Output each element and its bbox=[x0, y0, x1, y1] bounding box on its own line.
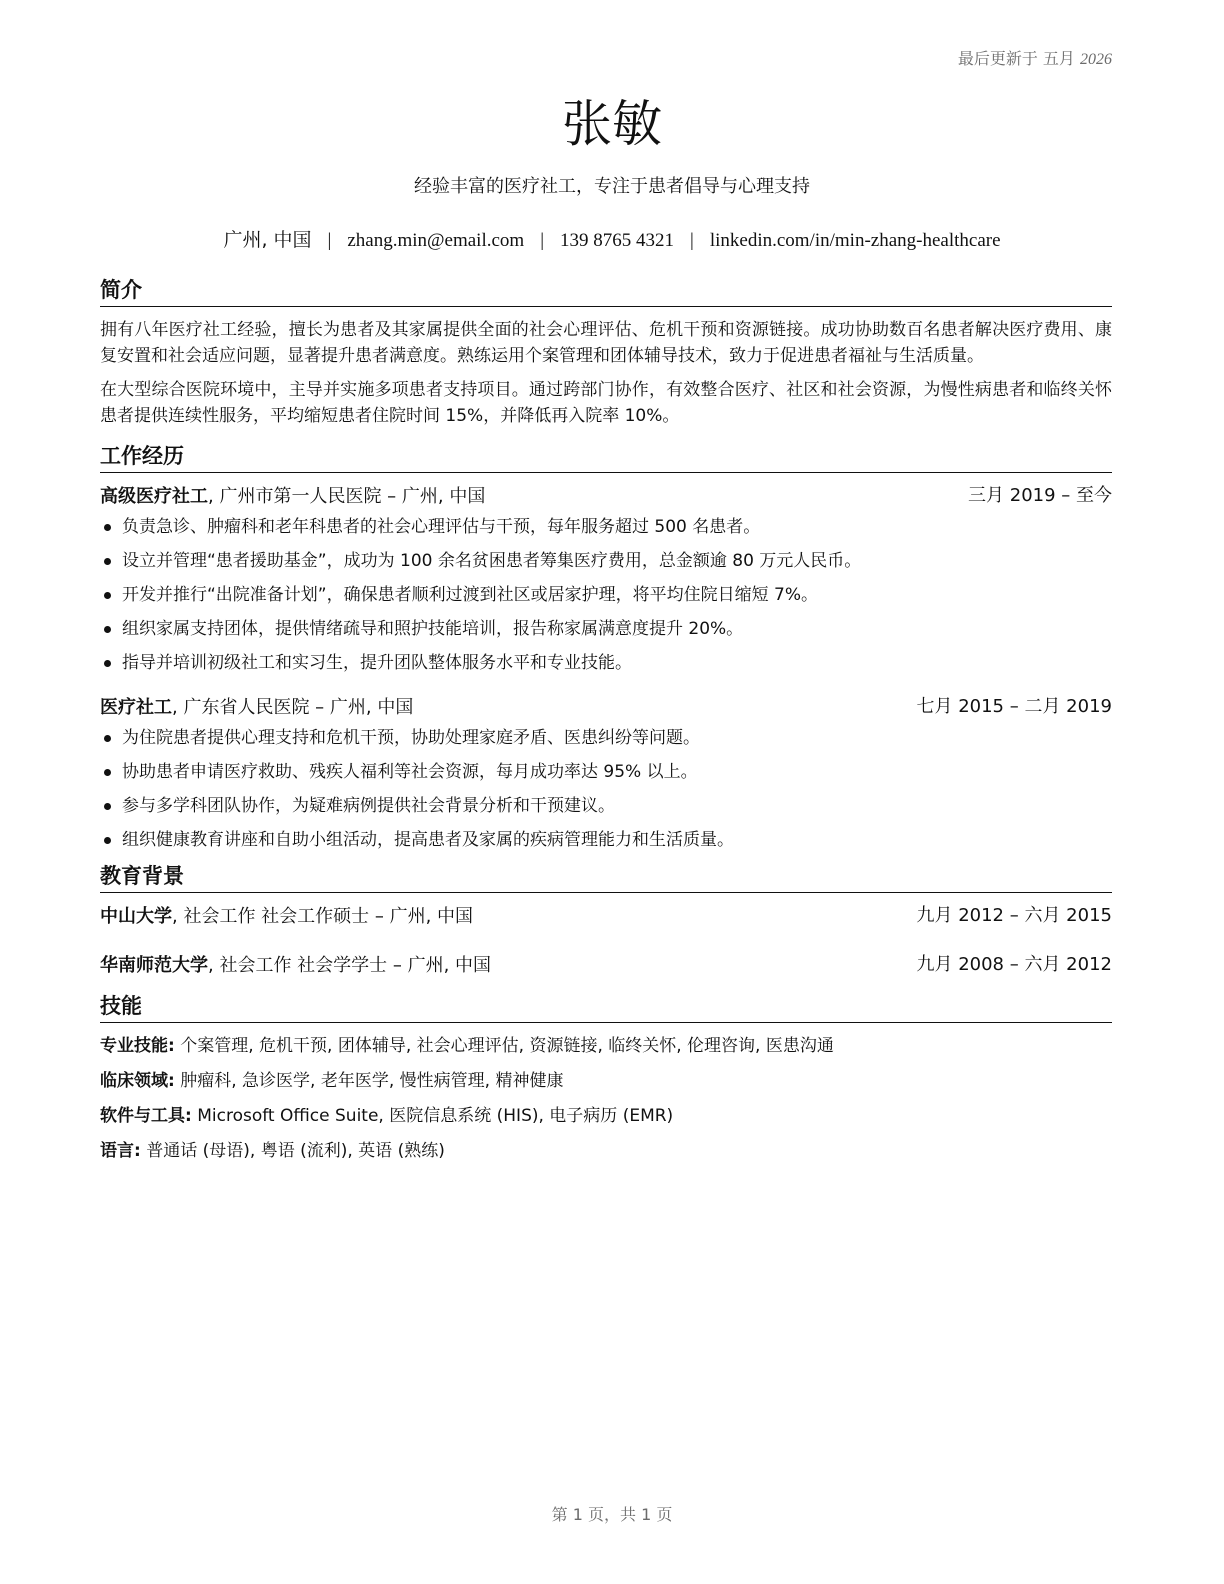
skill-label: 软件与工具: bbox=[100, 1106, 192, 1126]
bullet-icon bbox=[104, 837, 111, 844]
bullet-icon bbox=[104, 592, 111, 599]
contact-location: 广州, 中国 bbox=[223, 229, 312, 251]
job-entry bbox=[100, 483, 1112, 676]
contact-linkedin[interactable]: linkedin.com/in/min-zhang-healthcare bbox=[709, 230, 1001, 251]
education-date: 九月 2008 – 六月 2012 bbox=[916, 954, 1112, 975]
last-updated bbox=[958, 46, 1112, 69]
job-header bbox=[100, 694, 1112, 721]
summary-paragraph: 在大型综合医院环境中，主导并实施多项患者支持项目。通过跨部门协作，有效整合医疗、社区和社会资源，为慢性病患者和临终关怀患者提供连续性服务，平均缩短患者住院时间 15%，并降低再入院率 10%。 bbox=[100, 380, 1112, 426]
bullet-icon bbox=[104, 803, 111, 810]
section-title-summary: 简介 bbox=[100, 277, 1112, 307]
contact-phone: 139 8765 4321 bbox=[560, 230, 675, 251]
last-updated-year: 2026 bbox=[1080, 51, 1112, 68]
education-entry bbox=[100, 903, 1112, 930]
job-bullet-text: 为住院患者提供心理支持和危机干预，协助处理家庭矛盾、医患纠纷等问题。 bbox=[122, 728, 700, 748]
section-title-education: 教育背景 bbox=[100, 863, 1112, 893]
job-entry bbox=[100, 694, 1112, 853]
bullet-icon bbox=[104, 626, 111, 633]
job-bullet bbox=[100, 616, 1112, 642]
job-bullet bbox=[100, 759, 1112, 785]
skill-label: 语言: bbox=[100, 1141, 141, 1161]
job-bullet-text: 协助患者申请医疗救助、残疾人福利等社会资源，每月成功率达 95% 以上。 bbox=[122, 762, 698, 782]
last-updated-prefix: 最后更新于 五月 bbox=[957, 49, 1075, 68]
skill-row bbox=[100, 1103, 1112, 1129]
skill-value: 肿瘤科, 急诊医学, 老年医学, 慢性病管理, 精神健康 bbox=[174, 1071, 564, 1091]
job-bullet bbox=[100, 514, 1112, 540]
job-bullet-text: 组织家属支持团体，提供情绪疏导和照护技能培训，报告称家属满意度提升 20%。 bbox=[122, 619, 744, 639]
bullet-icon bbox=[104, 735, 111, 742]
job-header bbox=[100, 483, 1112, 510]
skill-value: 个案管理, 危机干预, 团体辅导, 社会心理评估, 资源链接, 临终关怀, 伦理咨询, 医患沟通 bbox=[174, 1036, 834, 1056]
job-bullets bbox=[100, 725, 1112, 853]
job-bullet bbox=[100, 650, 1112, 676]
job-date: 七月 2015 – 二月 2019 bbox=[916, 696, 1112, 717]
job-bullet bbox=[100, 548, 1112, 574]
candidate-name: 张敏 bbox=[562, 95, 662, 153]
skill-row bbox=[100, 1068, 1112, 1094]
skill-value: Microsoft Office Suite, 医院信息系统 (HIS), 电子病历 (EMR) bbox=[191, 1106, 674, 1126]
headline: 经验丰富的医疗社工，专注于患者倡导与心理支持 bbox=[414, 176, 810, 197]
job-role: 高级医疗社工 bbox=[100, 486, 208, 507]
contact-separator: | bbox=[690, 230, 694, 251]
job-bullet-text: 参与多学科团队协作，为疑难病例提供社会背景分析和干预建议。 bbox=[122, 796, 615, 816]
job-bullet bbox=[100, 793, 1112, 819]
education-school: 华南师范大学 bbox=[100, 955, 208, 976]
education-detail: , 社会工作 社会工作硕士 – 广州, 中国 bbox=[172, 906, 474, 927]
job-org: , 广东省人民医院 – 广州, 中国 bbox=[172, 697, 414, 718]
education-entry bbox=[100, 952, 1112, 979]
education-school: 中山大学 bbox=[100, 906, 172, 927]
resume-body bbox=[100, 277, 1112, 1173]
skill-label: 专业技能: bbox=[100, 1036, 175, 1056]
job-bullets bbox=[100, 514, 1112, 676]
education-date: 九月 2012 – 六月 2015 bbox=[916, 905, 1112, 926]
job-bullet-text: 指导并培训初级社工和实习生，提升团队整体服务水平和专业技能。 bbox=[122, 653, 632, 673]
contact-email[interactable]: zhang.min@email.com bbox=[347, 230, 525, 251]
section-title-skills: 技能 bbox=[100, 993, 1112, 1023]
contact-bar bbox=[0, 225, 1224, 252]
bullet-icon bbox=[104, 524, 111, 531]
job-bullet bbox=[100, 725, 1112, 751]
job-bullet-text: 开发并推行“出院准备计划”，确保患者顺利过渡到社区或居家护理，将平均住院日缩短 7%。 bbox=[122, 585, 818, 605]
job-bullet-text: 组织健康教育讲座和自助小组活动，提高患者及家属的疾病管理能力和生活质量。 bbox=[122, 830, 734, 850]
bullet-icon bbox=[104, 558, 111, 565]
skill-row bbox=[100, 1033, 1112, 1059]
job-bullet-text: 设立并管理“患者援助基金”，成功为 100 余名贫困患者筹集医疗费用，总金额逾 80 万元人民币。 bbox=[122, 551, 862, 571]
job-bullet bbox=[100, 582, 1112, 608]
skill-label: 临床领域: bbox=[100, 1071, 175, 1091]
skill-value: 普通话 (母语), 粤语 (流利), 英语 (熟练) bbox=[140, 1141, 445, 1161]
contact-separator: | bbox=[327, 230, 332, 251]
bullet-icon bbox=[104, 769, 111, 776]
page-footer: 第 1 页，共 1 页 bbox=[551, 1505, 673, 1524]
job-bullet bbox=[100, 827, 1112, 853]
section-title-experience: 工作经历 bbox=[100, 443, 1112, 473]
summary-paragraph: 拥有八年医疗社工经验，擅长为患者及其家属提供全面的社会心理评估、危机干预和资源链接。成功协助数百名患者解决医疗费用、康复安置和社会适应问题，显著提升患者满意度。熟练运用个案管理和团体辅导技术，致力于促进患者福祉与生活质量。 bbox=[100, 320, 1112, 366]
job-date: 三月 2019 – 至今 bbox=[968, 485, 1112, 506]
job-org: , 广州市第一人民医院 – 广州, 中国 bbox=[208, 486, 486, 507]
bullet-icon bbox=[104, 660, 111, 667]
job-bullet-text: 负责急诊、肿瘤科和老年科患者的社会心理评估与干预，每年服务超过 500 名患者。 bbox=[122, 517, 761, 537]
education-detail: , 社会工作 社会学学士 – 广州, 中国 bbox=[208, 955, 492, 976]
job-role: 医疗社工 bbox=[100, 697, 172, 718]
contact-separator: | bbox=[540, 230, 545, 251]
skill-row bbox=[100, 1138, 1112, 1164]
